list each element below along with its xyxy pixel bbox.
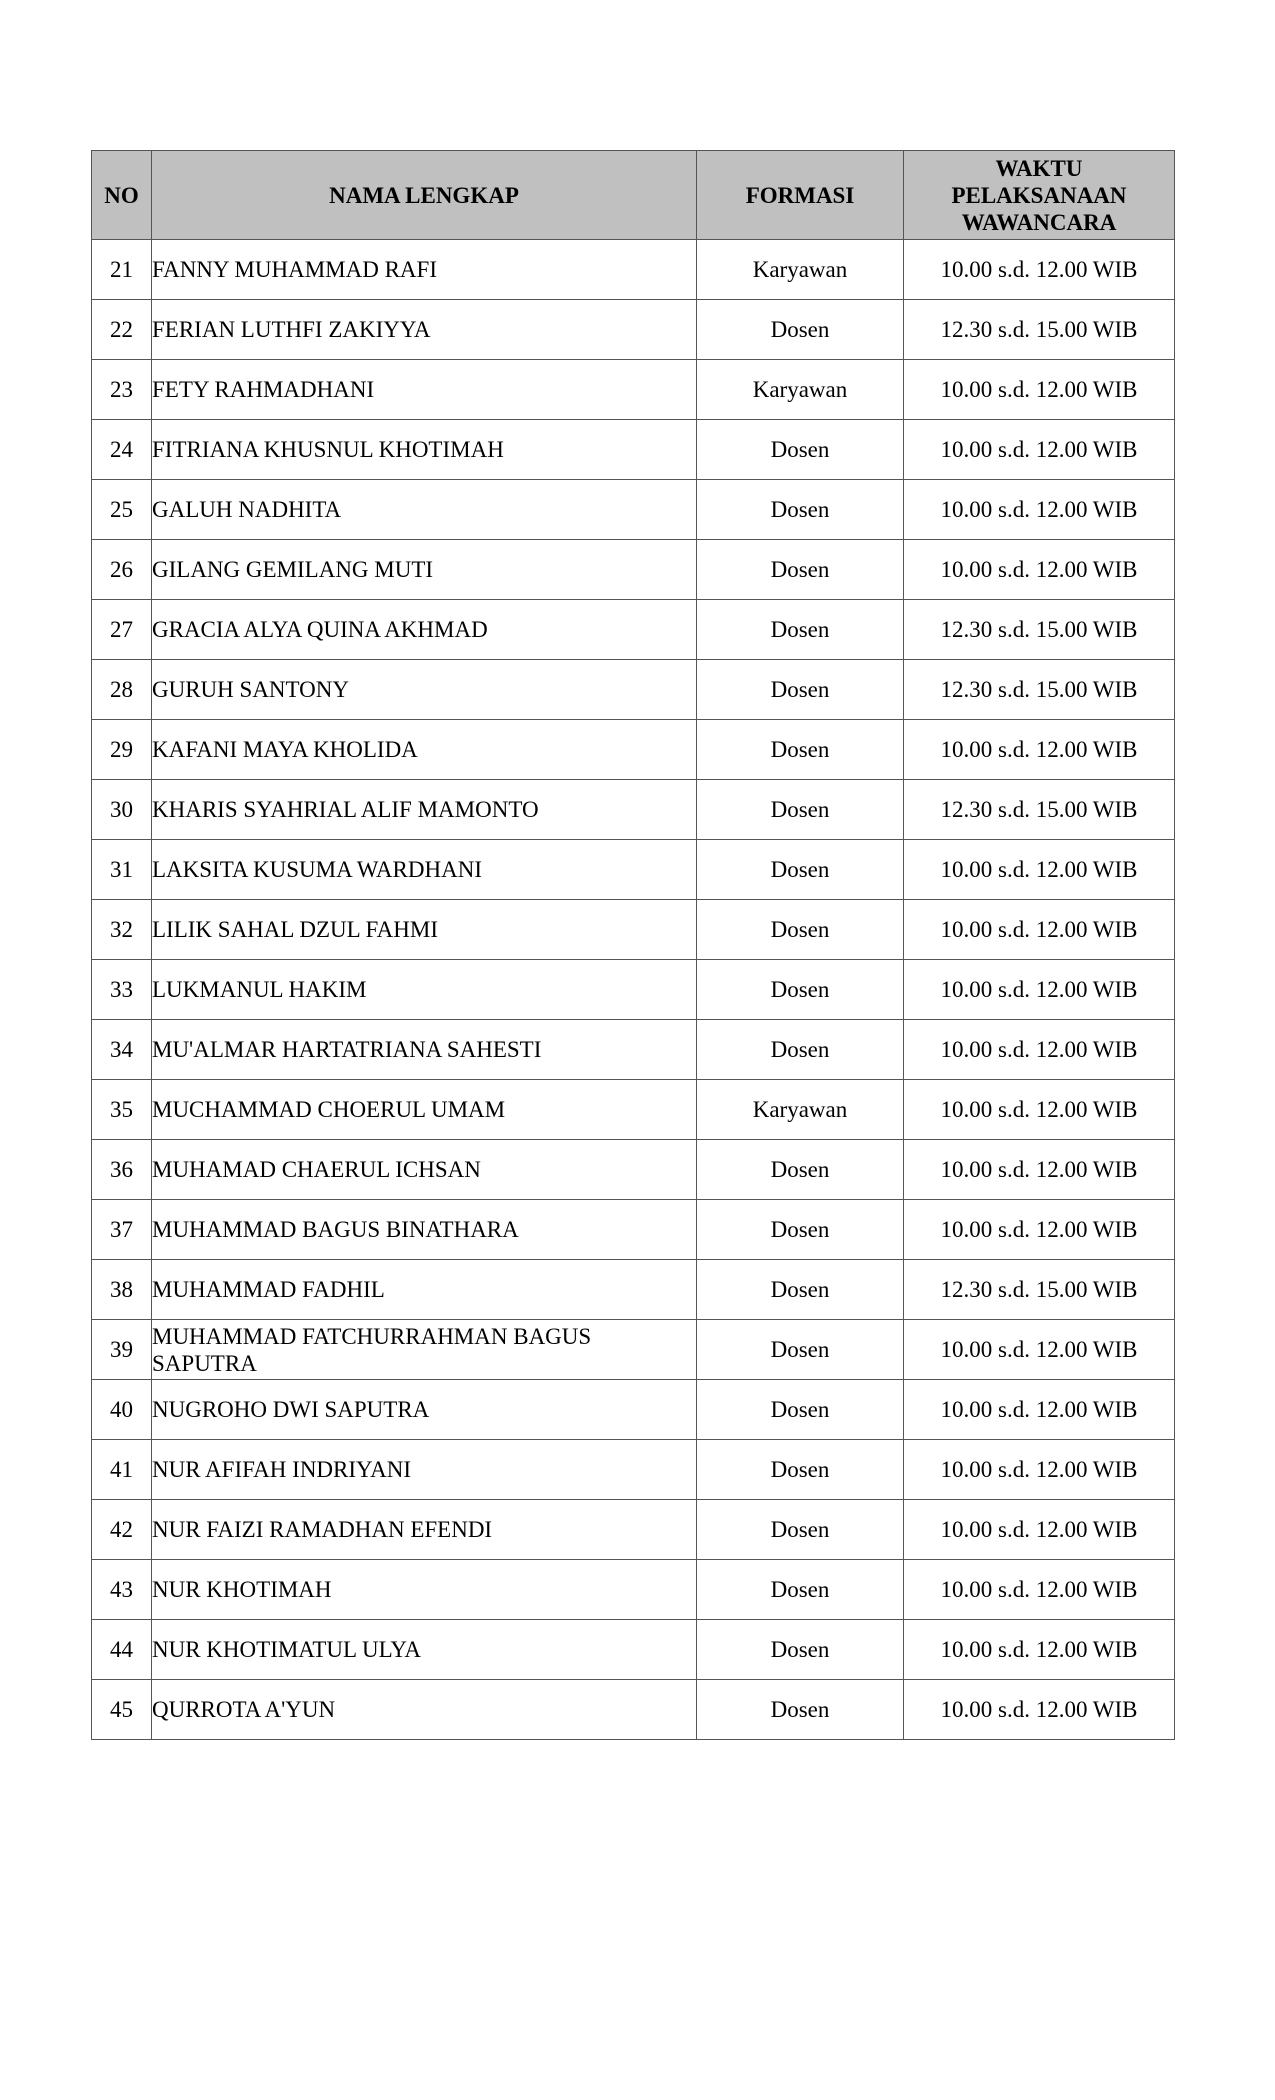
full-name-cell: MU'ALMAR HARTATRIANA SAHESTI xyxy=(152,1020,697,1080)
formation-cell: Dosen xyxy=(697,1560,904,1620)
formation-cell: Dosen xyxy=(697,840,904,900)
table-row xyxy=(92,240,1175,300)
table-row xyxy=(92,1140,1175,1200)
full-name-cell: NUR KHOTIMAH xyxy=(152,1560,697,1620)
table-row xyxy=(92,780,1175,840)
table-row xyxy=(92,1260,1175,1320)
table-row xyxy=(92,1080,1175,1140)
formation-cell: Dosen xyxy=(697,960,904,1020)
interview-time-cell: 10.00 s.d. 12.00 WIB xyxy=(904,960,1175,1020)
interview-time-cell: 10.00 s.d. 12.00 WIB xyxy=(904,360,1175,420)
row-number-cell: 23 xyxy=(92,360,152,420)
interview-time-cell: 10.00 s.d. 12.00 WIB xyxy=(904,1440,1175,1500)
full-name-cell: NUGROHO DWI SAPUTRA xyxy=(152,1380,697,1440)
interview-time-cell: 10.00 s.d. 12.00 WIB xyxy=(904,1320,1175,1380)
formation-cell: Dosen xyxy=(697,1620,904,1680)
interview-time-cell: 10.00 s.d. 12.00 WIB xyxy=(904,1500,1175,1560)
full-name-cell: MUCHAMMAD CHOERUL UMAM xyxy=(152,1080,697,1140)
interview-time-cell: 10.00 s.d. 12.00 WIB xyxy=(904,1620,1175,1680)
full-name-cell: LUKMANUL HAKIM xyxy=(152,960,697,1020)
row-number-cell: 24 xyxy=(92,420,152,480)
formation-cell: Dosen xyxy=(697,1020,904,1080)
full-name-cell: LILIK SAHAL DZUL FAHMI xyxy=(152,900,697,960)
formation-cell: Dosen xyxy=(697,720,904,780)
table-row xyxy=(92,960,1175,1020)
formation-cell: Karyawan xyxy=(697,360,904,420)
table-row xyxy=(92,1380,1175,1440)
formation-cell: Dosen xyxy=(697,1200,904,1260)
formation-cell: Dosen xyxy=(697,420,904,480)
full-name-cell: GALUH NADHITA xyxy=(152,480,697,540)
row-number-cell: 39 xyxy=(92,1320,152,1380)
row-number-cell: 38 xyxy=(92,1260,152,1320)
interview-time-cell: 12.30 s.d. 15.00 WIB xyxy=(904,660,1175,720)
formation-cell: Dosen xyxy=(697,300,904,360)
table-row xyxy=(92,540,1175,600)
interview-time-cell: 12.30 s.d. 15.00 WIB xyxy=(904,600,1175,660)
interview-time-cell: 10.00 s.d. 12.00 WIB xyxy=(904,1560,1175,1620)
full-name-cell: QURROTA A'YUN xyxy=(152,1680,697,1740)
table-row xyxy=(92,660,1175,720)
interview-time-cell: 12.30 s.d. 15.00 WIB xyxy=(904,300,1175,360)
full-name-cell: FERIAN LUTHFI ZAKIYYA xyxy=(152,300,697,360)
interview-time-cell: 12.30 s.d. 15.00 WIB xyxy=(904,780,1175,840)
formation-cell: Karyawan xyxy=(697,240,904,300)
row-number-cell: 33 xyxy=(92,960,152,1020)
formation-cell: Dosen xyxy=(697,1320,904,1380)
formation-cell: Dosen xyxy=(697,1440,904,1500)
formation-cell: Dosen xyxy=(697,780,904,840)
header-waktu: WAKTU PELAKSANAAN WAWANCARA xyxy=(904,151,1175,240)
formation-cell: Dosen xyxy=(697,1140,904,1200)
formation-cell: Dosen xyxy=(697,1680,904,1740)
interview-time-cell: 10.00 s.d. 12.00 WIB xyxy=(904,1080,1175,1140)
table-row xyxy=(92,1200,1175,1260)
formation-cell: Dosen xyxy=(697,1380,904,1440)
formation-cell: Karyawan xyxy=(697,1080,904,1140)
row-number-cell: 22 xyxy=(92,300,152,360)
full-name-cell: MUHAMMAD FATCHURRAHMAN BAGUS SAPUTRA xyxy=(152,1320,697,1380)
table-row xyxy=(92,840,1175,900)
interview-time-cell: 12.30 s.d. 15.00 WIB xyxy=(904,1260,1175,1320)
table-row xyxy=(92,1560,1175,1620)
full-name-cell: MUHAMMAD BAGUS BINATHARA xyxy=(152,1200,697,1260)
row-number-cell: 35 xyxy=(92,1080,152,1140)
full-name-cell: MUHAMAD CHAERUL ICHSAN xyxy=(152,1140,697,1200)
row-number-cell: 41 xyxy=(92,1440,152,1500)
interview-time-cell: 10.00 s.d. 12.00 WIB xyxy=(904,1020,1175,1080)
full-name-cell: LAKSITA KUSUMA WARDHANI xyxy=(152,840,697,900)
formation-cell: Dosen xyxy=(697,1500,904,1560)
interview-time-cell: 10.00 s.d. 12.00 WIB xyxy=(904,240,1175,300)
interview-time-cell: 10.00 s.d. 12.00 WIB xyxy=(904,420,1175,480)
table-row xyxy=(92,1620,1175,1680)
full-name-cell: GILANG GEMILANG MUTI xyxy=(152,540,697,600)
formation-cell: Dosen xyxy=(697,900,904,960)
row-number-cell: 42 xyxy=(92,1500,152,1560)
full-name-cell: FETY RAHMADHANI xyxy=(152,360,697,420)
row-number-cell: 32 xyxy=(92,900,152,960)
header-formasi: FORMASI xyxy=(697,151,904,240)
table-row xyxy=(92,360,1175,420)
row-number-cell: 45 xyxy=(92,1680,152,1740)
table-row xyxy=(92,600,1175,660)
full-name-cell: GURUH SANTONY xyxy=(152,660,697,720)
row-number-cell: 40 xyxy=(92,1380,152,1440)
row-number-cell: 29 xyxy=(92,720,152,780)
row-number-cell: 30 xyxy=(92,780,152,840)
interview-time-cell: 10.00 s.d. 12.00 WIB xyxy=(904,1140,1175,1200)
table-row xyxy=(92,1680,1175,1740)
interview-time-cell: 10.00 s.d. 12.00 WIB xyxy=(904,1380,1175,1440)
table-row xyxy=(92,900,1175,960)
row-number-cell: 27 xyxy=(92,600,152,660)
interview-time-cell: 10.00 s.d. 12.00 WIB xyxy=(904,480,1175,540)
full-name-cell: FITRIANA KHUSNUL KHOTIMAH xyxy=(152,420,697,480)
formation-cell: Dosen xyxy=(697,480,904,540)
row-number-cell: 43 xyxy=(92,1560,152,1620)
formation-cell: Dosen xyxy=(697,540,904,600)
table-header-row xyxy=(92,151,1175,240)
interview-time-cell: 10.00 s.d. 12.00 WIB xyxy=(904,840,1175,900)
row-number-cell: 21 xyxy=(92,240,152,300)
table-row xyxy=(92,1440,1175,1500)
interview-time-cell: 10.00 s.d. 12.00 WIB xyxy=(904,540,1175,600)
row-number-cell: 36 xyxy=(92,1140,152,1200)
full-name-cell: GRACIA ALYA QUINA AKHMAD xyxy=(152,600,697,660)
table-row xyxy=(92,1320,1175,1380)
formation-cell: Dosen xyxy=(697,600,904,660)
row-number-cell: 26 xyxy=(92,540,152,600)
full-name-cell: NUR AFIFAH INDRIYANI xyxy=(152,1440,697,1500)
full-name-cell: KHARIS SYAHRIAL ALIF MAMONTO xyxy=(152,780,697,840)
interview-time-cell: 10.00 s.d. 12.00 WIB xyxy=(904,900,1175,960)
row-number-cell: 37 xyxy=(92,1200,152,1260)
row-number-cell: 34 xyxy=(92,1020,152,1080)
full-name-cell: FANNY MUHAMMAD RAFI xyxy=(152,240,697,300)
table-body xyxy=(92,240,1175,1740)
header-no: NO xyxy=(92,151,152,240)
full-name-cell: KAFANI MAYA KHOLIDA xyxy=(152,720,697,780)
full-name-cell: MUHAMMAD FADHIL xyxy=(152,1260,697,1320)
row-number-cell: 44 xyxy=(92,1620,152,1680)
interview-time-cell: 10.00 s.d. 12.00 WIB xyxy=(904,1200,1175,1260)
interview-schedule-table xyxy=(91,150,1175,1740)
formation-cell: Dosen xyxy=(697,660,904,720)
row-number-cell: 25 xyxy=(92,480,152,540)
row-number-cell: 31 xyxy=(92,840,152,900)
row-number-cell: 28 xyxy=(92,660,152,720)
table-row xyxy=(92,720,1175,780)
table-row xyxy=(92,480,1175,540)
interview-time-cell: 10.00 s.d. 12.00 WIB xyxy=(904,1680,1175,1740)
header-name: NAMA LENGKAP xyxy=(152,151,697,240)
full-name-cell: NUR FAIZI RAMADHAN EFENDI xyxy=(152,1500,697,1560)
full-name-cell: NUR KHOTIMATUL ULYA xyxy=(152,1620,697,1680)
table-row xyxy=(92,300,1175,360)
formation-cell: Dosen xyxy=(697,1260,904,1320)
interview-time-cell: 10.00 s.d. 12.00 WIB xyxy=(904,720,1175,780)
table-row xyxy=(92,420,1175,480)
table-row xyxy=(92,1500,1175,1560)
table-row xyxy=(92,1020,1175,1080)
